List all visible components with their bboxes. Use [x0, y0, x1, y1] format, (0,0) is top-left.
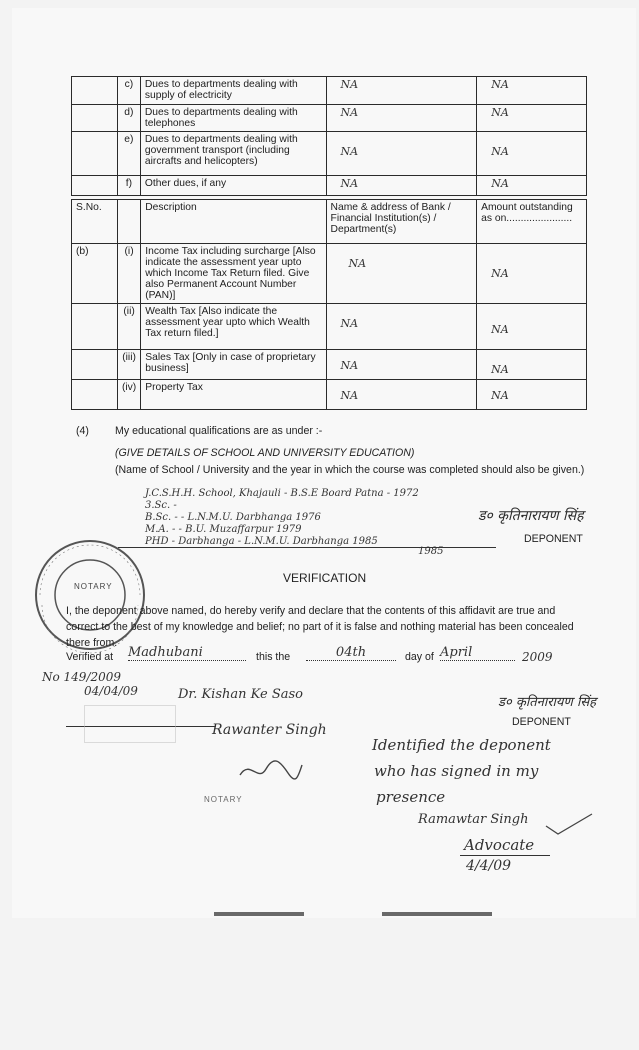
education-year-extra: 1985 [418, 546, 444, 557]
advocate-name: Ramawtar Singh [418, 812, 529, 827]
scan-artifact [214, 912, 304, 916]
month-value: April [440, 645, 515, 661]
table-row: (iv) Property Tax NA NA [72, 380, 587, 410]
verification-deponent-label: DEPONENT [512, 716, 571, 728]
header-amount: Amount outstanding as on....................... [477, 200, 587, 244]
notary-signature-icon [236, 755, 306, 785]
education-entry: M.A. - - B.U. Muzaffarpur 1979 [145, 524, 302, 535]
notary-name: Dr. Kishan Ke Saso [178, 687, 303, 702]
verification-body: I, the deponent above named, do hereby verify and declare that the contents of this affidavit are true and correct to the best of my knowledge and belief; no part of it is false and nothing material has been concealed there from. [66, 605, 574, 649]
section-heading: My educational qualifications are as under :- [115, 425, 323, 437]
table-row: (b) (i) Income Tax including surcharge [Also indicate the assessment year upto which Income Tax Return filed. Give also Permanent Account Number (PAN)] NA NA [72, 244, 587, 304]
table-row: d) Dues to departments dealing with telephones NA NA [72, 105, 587, 132]
table-row: c) Dues to departments dealing with supply of electricity NA NA [72, 77, 587, 105]
deponent-signature: ड० कृतिनारायण सिंह [478, 508, 584, 524]
deponent-label: DEPONENT [524, 533, 583, 545]
verification-title: VERIFICATION [283, 571, 367, 585]
identifier-signature: Rawanter Singh [212, 722, 327, 738]
table-row: e) Dues to departments dealing with government transport (including aircrafts and helicopters) NA NA [72, 132, 587, 176]
scan-artifact [382, 912, 492, 916]
education-entry: PHD - Darbhanga - L.N.M.U. Darbhanga 1985 [145, 536, 378, 547]
notary-stamp-box [84, 705, 176, 743]
header-description: Description [141, 200, 326, 244]
table-row: (ii) Wealth Tax [Also indicate the assessment year upto which Wealth Tax return filed.] NA NA [72, 304, 587, 350]
this-the-label: this the [256, 651, 291, 663]
verified-at-label: Verified at [66, 651, 114, 663]
advocate-title: Advocate [464, 836, 535, 854]
header-sno: S.No. [72, 200, 118, 244]
advocate-date: 4/4/09 [466, 858, 512, 874]
taxes-table [71, 199, 587, 410]
advocate-note-line: Identified the deponent [372, 736, 551, 754]
day-value: 04th [306, 645, 396, 661]
section-subheading: (GIVE DETAILS OF SCHOOL AND UNIVERSITY EDUCATION) [115, 447, 415, 459]
education-entry: 3.Sc. - [145, 500, 177, 511]
year-value: 2009 [522, 650, 553, 664]
education-entry: J.C.S.H.H. School, Khajauli - B.S.E Board Patna - 1972 [145, 488, 419, 499]
table-header-row [72, 200, 587, 244]
divider [460, 855, 550, 856]
notary-date: 04/04/09 [84, 684, 138, 698]
notary-reg-no: No 149/2009 [42, 670, 122, 684]
section-number: (4) [76, 425, 89, 437]
verified-place: Madhubani [128, 645, 246, 661]
divider [118, 547, 496, 548]
dues-table [71, 76, 587, 196]
section-instruction: (Name of School / University and the year in which the course was completed should also be given.) [115, 464, 585, 476]
deponent-signature-2: ड० कृतिनारायण सिंह [498, 695, 597, 710]
notary-stamp-label: NOTARY [204, 795, 243, 804]
check-mark-icon [544, 812, 594, 836]
advocate-note-line: who has signed in my [374, 762, 539, 780]
education-entry: B.Sc. - - L.N.M.U. Darbhanga 1976 [145, 512, 321, 523]
seal-label: NOTARY [74, 582, 113, 591]
day-of-label: day of [405, 651, 434, 663]
table-row: f) Other dues, if any NA NA [72, 176, 587, 196]
header-bank: Name & address of Bank / Financial Institution(s) / Department(s) [326, 200, 477, 244]
advocate-note-line: presence [376, 788, 446, 806]
table-row: (iii) Sales Tax [Only in case of proprietary business] NA NA [72, 350, 587, 380]
